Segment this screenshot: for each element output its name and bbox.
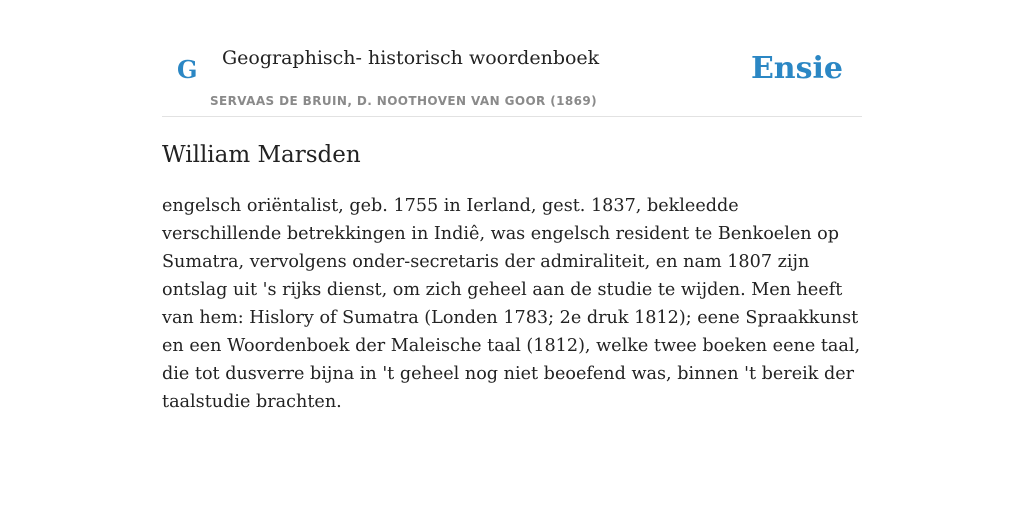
content-container: [162, 0, 862, 412]
book-title-link[interactable]: Geographisch- historisch woordenboek: [222, 47, 600, 69]
book-header: [162, 0, 862, 117]
ensie-logo-link[interactable]: Ensie: [750, 51, 843, 86]
book-authors: SERVAAS DE BRUIN, D. NOOTHOVEN VAN GOOR (1869): [210, 94, 598, 108]
entry-body: engelsch oriëntalist, geb. 1755 in Ierland, gest. 1837, bekleedde verschillende betrekkingen in Indiê, was engelsch resident te Benkoelen op Sumatra, vervolgens onder-secretaris der admiraliteit, en nam 1807 zijn ontslag uit 's rijks dienst, om zich geheel aan de studie te wijden. Men heeft van hem: Hislory of Sumatra (Londen 1783; 2e druk 1812); eene Spraakkunst en een Woordenboek der Maleische taal (1812), welke twee boeken eene taal, die tot dusverre bijna in 't geheel nog niet beoefend was, binnen 't bereik der taalstudie brachten.: [162, 196, 861, 412]
entry-title: William Marsden: [162, 142, 361, 168]
book-logo-icon[interactable]: G: [177, 55, 198, 84]
